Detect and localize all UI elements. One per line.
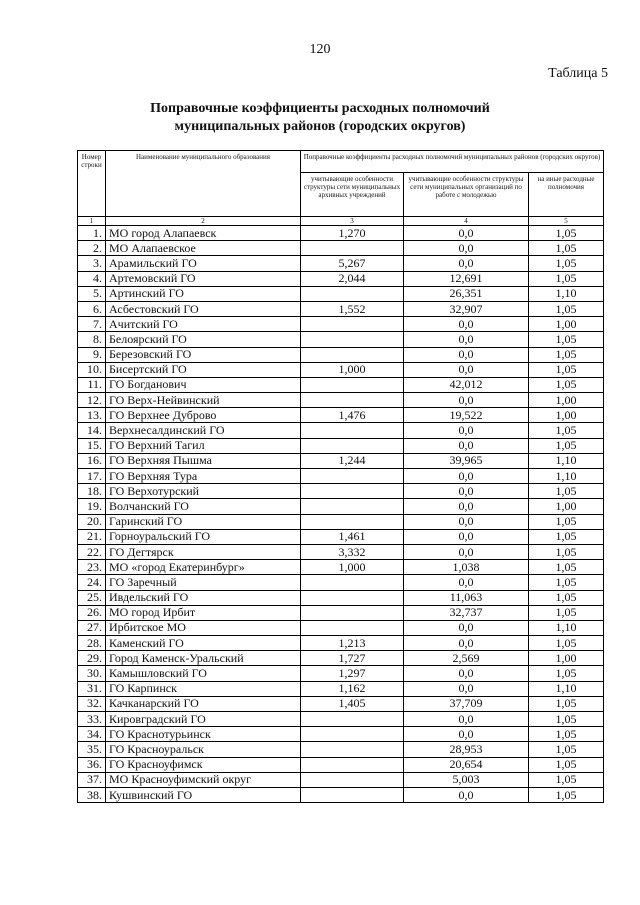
archives-coefficient-cell	[301, 742, 404, 757]
row-number-cell: 7.	[78, 317, 106, 332]
other-coefficient-cell: 1,10	[529, 681, 604, 696]
other-coefficient-cell: 1,05	[529, 605, 604, 620]
table-row	[78, 393, 604, 408]
row-number-cell: 9.	[78, 347, 106, 362]
municipality-name-cell: Волчанский ГО	[106, 499, 301, 514]
municipality-name-cell: Качканарский ГО	[106, 696, 301, 711]
header-archives: учитывающие особенности структуры сети муниципальных архивных учреждений	[301, 173, 404, 217]
other-coefficient-cell: 1,05	[529, 636, 604, 651]
other-coefficient-cell: 1,05	[529, 742, 604, 757]
column-number: 2	[106, 217, 301, 226]
table-row	[78, 544, 604, 559]
youth-coefficient-cell: 0,0	[404, 620, 529, 635]
other-coefficient-cell: 1,10	[529, 286, 604, 301]
table-row	[78, 560, 604, 575]
municipality-name-cell: Арамильский ГО	[106, 256, 301, 271]
archives-coefficient-cell	[301, 377, 404, 392]
row-number-cell: 2.	[78, 241, 106, 256]
youth-coefficient-cell: 0,0	[404, 393, 529, 408]
row-number-cell: 26.	[78, 605, 106, 620]
municipality-name-cell: ГО Верхотурский	[106, 484, 301, 499]
table-row	[78, 241, 604, 256]
youth-coefficient-cell: 0,0	[404, 256, 529, 271]
other-coefficient-cell: 1,05	[529, 696, 604, 711]
other-coefficient-cell: 1,00	[529, 408, 604, 423]
page-number: 120	[309, 42, 331, 57]
table-row	[78, 408, 604, 423]
municipality-name-cell: Бисертский ГО	[106, 362, 301, 377]
column-numbers-row	[78, 217, 604, 226]
other-coefficient-cell: 1,00	[529, 393, 604, 408]
row-number-cell: 13.	[78, 408, 106, 423]
row-number-cell: 10.	[78, 362, 106, 377]
youth-coefficient-cell: 0,0	[404, 347, 529, 362]
archives-coefficient-cell	[301, 787, 404, 802]
title-line-2: муниципальных районов (городских округов)	[174, 119, 466, 134]
youth-coefficient-cell: 0,0	[404, 787, 529, 802]
municipality-name-cell: ГО Краснотурьинск	[106, 727, 301, 742]
archives-coefficient-cell	[301, 484, 404, 499]
table-row	[78, 590, 604, 605]
archives-coefficient-cell: 1,162	[301, 681, 404, 696]
municipality-name-cell: ГО Богданович	[106, 377, 301, 392]
youth-coefficient-cell: 42,012	[404, 377, 529, 392]
row-number-cell: 16.	[78, 453, 106, 468]
row-number-cell: 32.	[78, 696, 106, 711]
youth-coefficient-cell: 39,965	[404, 453, 529, 468]
table-row	[78, 438, 604, 453]
other-coefficient-cell: 1,00	[529, 651, 604, 666]
municipality-name-cell: Ирбитское МО	[106, 620, 301, 635]
row-number-cell: 28.	[78, 636, 106, 651]
other-coefficient-cell: 1,05	[529, 666, 604, 681]
row-number-cell: 27.	[78, 620, 106, 635]
row-number-cell: 36.	[78, 757, 106, 772]
archives-coefficient-cell: 1,244	[301, 453, 404, 468]
table-title	[0, 100, 640, 136]
column-number: 5	[529, 217, 604, 226]
other-coefficient-cell: 1,05	[529, 423, 604, 438]
archives-coefficient-cell	[301, 575, 404, 590]
youth-coefficient-cell: 0,0	[404, 362, 529, 377]
row-number-cell: 11.	[78, 377, 106, 392]
youth-coefficient-cell: 20,654	[404, 757, 529, 772]
other-coefficient-cell: 1,05	[529, 362, 604, 377]
table-row	[78, 484, 604, 499]
archives-coefficient-cell: 1,000	[301, 560, 404, 575]
archives-coefficient-cell	[301, 438, 404, 453]
table-row	[78, 666, 604, 681]
row-number-cell: 15.	[78, 438, 106, 453]
youth-coefficient-cell: 0,0	[404, 681, 529, 696]
row-number-cell: 25.	[78, 590, 106, 605]
municipality-name-cell: МО «город Екатеринбург»	[106, 560, 301, 575]
youth-coefficient-cell: 11,063	[404, 590, 529, 605]
archives-coefficient-cell	[301, 620, 404, 635]
youth-coefficient-cell: 0,0	[404, 636, 529, 651]
other-coefficient-cell: 1,05	[529, 712, 604, 727]
archives-coefficient-cell: 1,552	[301, 301, 404, 316]
table-row	[78, 499, 604, 514]
table-row	[78, 605, 604, 620]
other-coefficient-cell: 1,05	[529, 332, 604, 347]
table-row	[78, 727, 604, 742]
archives-coefficient-cell: 1,000	[301, 362, 404, 377]
archives-coefficient-cell	[301, 423, 404, 438]
youth-coefficient-cell: 0,0	[404, 484, 529, 499]
row-number-cell: 34.	[78, 727, 106, 742]
table-row	[78, 636, 604, 651]
row-number-cell: 17.	[78, 469, 106, 484]
header-name: Наименование муниципального образования	[106, 151, 301, 217]
other-coefficient-cell: 1,05	[529, 377, 604, 392]
table-row	[78, 681, 604, 696]
archives-coefficient-cell	[301, 286, 404, 301]
youth-coefficient-cell: 5,003	[404, 772, 529, 787]
municipality-name-cell: Кировградский ГО	[106, 712, 301, 727]
archives-coefficient-cell: 1,461	[301, 529, 404, 544]
table-row	[78, 712, 604, 727]
table-row	[78, 271, 604, 286]
table-row	[78, 757, 604, 772]
table-row	[78, 226, 604, 241]
municipality-name-cell: ГО Красноуфимск	[106, 757, 301, 772]
column-number: 4	[404, 217, 529, 226]
table-row	[78, 301, 604, 316]
row-number-cell: 5.	[78, 286, 106, 301]
table-row	[78, 362, 604, 377]
municipality-name-cell: Каменский ГО	[106, 636, 301, 651]
table-row	[78, 575, 604, 590]
municipality-name-cell: Артинский ГО	[106, 286, 301, 301]
header-row-number: Номер строки	[78, 151, 106, 217]
table-row	[78, 696, 604, 711]
other-coefficient-cell: 1,00	[529, 317, 604, 332]
municipality-name-cell: ГО Верхнее Дуброво	[106, 408, 301, 423]
youth-coefficient-cell: 0,0	[404, 499, 529, 514]
youth-coefficient-cell: 0,0	[404, 469, 529, 484]
youth-coefficient-cell: 0,0	[404, 241, 529, 256]
archives-coefficient-cell	[301, 772, 404, 787]
other-coefficient-cell: 1,05	[529, 241, 604, 256]
table-row	[78, 377, 604, 392]
column-number: 1	[78, 217, 106, 226]
archives-coefficient-cell: 1,476	[301, 408, 404, 423]
archives-coefficient-cell	[301, 332, 404, 347]
other-coefficient-cell: 1,05	[529, 772, 604, 787]
archives-coefficient-cell	[301, 499, 404, 514]
row-number-cell: 24.	[78, 575, 106, 590]
municipality-name-cell: Гаринский ГО	[106, 514, 301, 529]
other-coefficient-cell: 1,10	[529, 469, 604, 484]
youth-coefficient-cell: 0,0	[404, 514, 529, 529]
row-number-cell: 19.	[78, 499, 106, 514]
archives-coefficient-cell: 1,213	[301, 636, 404, 651]
row-number-cell: 8.	[78, 332, 106, 347]
archives-coefficient-cell	[301, 757, 404, 772]
municipality-name-cell: МО город Алапаевск	[106, 226, 301, 241]
archives-coefficient-cell	[301, 727, 404, 742]
title-line-1: Поправочные коэффициенты расходных полномочий	[150, 101, 490, 116]
table-row	[78, 469, 604, 484]
row-number-cell: 3.	[78, 256, 106, 271]
other-coefficient-cell: 1,05	[529, 787, 604, 802]
row-number-cell: 23.	[78, 560, 106, 575]
table-label: Таблица 5	[548, 66, 608, 81]
archives-coefficient-cell	[301, 241, 404, 256]
youth-coefficient-cell: 0,0	[404, 529, 529, 544]
youth-coefficient-cell: 28,953	[404, 742, 529, 757]
table-row	[78, 347, 604, 362]
row-number-cell: 29.	[78, 651, 106, 666]
row-number-cell: 35.	[78, 742, 106, 757]
other-coefficient-cell: 1,05	[529, 256, 604, 271]
row-number-cell: 14.	[78, 423, 106, 438]
municipality-name-cell: Верхнесалдинский ГО	[106, 423, 301, 438]
row-number-cell: 18.	[78, 484, 106, 499]
other-coefficient-cell: 1,05	[529, 529, 604, 544]
municipality-name-cell: Асбестовский ГО	[106, 301, 301, 316]
table-row	[78, 787, 604, 802]
municipality-name-cell: ГО Красноуральск	[106, 742, 301, 757]
row-number-cell: 4.	[78, 271, 106, 286]
youth-coefficient-cell: 19,522	[404, 408, 529, 423]
archives-coefficient-cell: 3,332	[301, 544, 404, 559]
other-coefficient-cell: 1,05	[529, 757, 604, 772]
other-coefficient-cell: 1,05	[529, 544, 604, 559]
archives-coefficient-cell	[301, 712, 404, 727]
municipality-name-cell: ГО Дегтярск	[106, 544, 301, 559]
row-number-cell: 38.	[78, 787, 106, 802]
archives-coefficient-cell: 1,270	[301, 226, 404, 241]
table-row	[78, 317, 604, 332]
row-number-cell: 37.	[78, 772, 106, 787]
table-row	[78, 742, 604, 757]
other-coefficient-cell: 1,05	[529, 226, 604, 241]
municipality-name-cell: Белоярский ГО	[106, 332, 301, 347]
municipality-name-cell: МО Алапаевское	[106, 241, 301, 256]
municipality-name-cell: ГО Верхняя Пышма	[106, 453, 301, 468]
municipality-name-cell: МО Красноуфимский округ	[106, 772, 301, 787]
youth-coefficient-cell: 0,0	[404, 226, 529, 241]
archives-coefficient-cell	[301, 514, 404, 529]
municipality-name-cell: Ачитский ГО	[106, 317, 301, 332]
table-row	[78, 529, 604, 544]
row-number-cell: 31.	[78, 681, 106, 696]
other-coefficient-cell: 1,10	[529, 453, 604, 468]
header-other: на иные расходные полномочия	[529, 173, 604, 217]
municipality-name-cell: Артемовский ГО	[106, 271, 301, 286]
youth-coefficient-cell: 0,0	[404, 423, 529, 438]
row-number-cell: 22.	[78, 544, 106, 559]
row-number-cell: 6.	[78, 301, 106, 316]
municipality-name-cell: Березовский ГО	[106, 347, 301, 362]
municipality-name-cell: ГО Заречный	[106, 575, 301, 590]
municipality-name-cell: Горноуральский ГО	[106, 529, 301, 544]
archives-coefficient-cell: 2,044	[301, 271, 404, 286]
other-coefficient-cell: 1,05	[529, 575, 604, 590]
table-row	[78, 256, 604, 271]
column-number: 3	[301, 217, 404, 226]
other-coefficient-cell: 1,00	[529, 499, 604, 514]
youth-coefficient-cell: 26,351	[404, 286, 529, 301]
youth-coefficient-cell: 37,709	[404, 696, 529, 711]
table-row	[78, 286, 604, 301]
row-number-cell: 20.	[78, 514, 106, 529]
archives-coefficient-cell	[301, 590, 404, 605]
archives-coefficient-cell: 1,297	[301, 666, 404, 681]
municipality-name-cell: Ивдельский ГО	[106, 590, 301, 605]
youth-coefficient-cell: 1,038	[404, 560, 529, 575]
table-row	[78, 772, 604, 787]
municipality-name-cell: ГО Верхняя Тура	[106, 469, 301, 484]
youth-coefficient-cell: 0,0	[404, 438, 529, 453]
municipality-name-cell: Город Каменск-Уральский	[106, 651, 301, 666]
row-number-cell: 12.	[78, 393, 106, 408]
other-coefficient-cell: 1,05	[529, 514, 604, 529]
table-row	[78, 332, 604, 347]
table-row	[78, 453, 604, 468]
archives-coefficient-cell: 1,727	[301, 651, 404, 666]
municipality-name-cell: МО город Ирбит	[106, 605, 301, 620]
other-coefficient-cell: 1,05	[529, 484, 604, 499]
table-row	[78, 651, 604, 666]
youth-coefficient-cell: 0,0	[404, 544, 529, 559]
archives-coefficient-cell: 5,267	[301, 256, 404, 271]
youth-coefficient-cell: 0,0	[404, 575, 529, 590]
municipality-name-cell: ГО Верх-Нейвинский	[106, 393, 301, 408]
municipality-name-cell: Кушвинский ГО	[106, 787, 301, 802]
archives-coefficient-cell	[301, 347, 404, 362]
other-coefficient-cell: 1,05	[529, 590, 604, 605]
other-coefficient-cell: 1,05	[529, 438, 604, 453]
table-row	[78, 620, 604, 635]
youth-coefficient-cell: 32,737	[404, 605, 529, 620]
coefficients-table	[77, 150, 604, 803]
table-row	[78, 514, 604, 529]
youth-coefficient-cell: 0,0	[404, 666, 529, 681]
row-number-cell: 21.	[78, 529, 106, 544]
municipality-name-cell: ГО Верхний Тагил	[106, 438, 301, 453]
youth-coefficient-cell: 0,0	[404, 727, 529, 742]
youth-coefficient-cell: 2,569	[404, 651, 529, 666]
archives-coefficient-cell	[301, 393, 404, 408]
other-coefficient-cell: 1,05	[529, 560, 604, 575]
other-coefficient-cell: 1,05	[529, 271, 604, 286]
other-coefficient-cell: 1,10	[529, 620, 604, 635]
other-coefficient-cell: 1,05	[529, 347, 604, 362]
archives-coefficient-cell	[301, 605, 404, 620]
municipality-name-cell: ГО Карпинск	[106, 681, 301, 696]
header-youth: учитывающие особенности структуры сети муниципальных организаций по работе с молодежью	[404, 173, 529, 217]
municipality-name-cell: Камышловский ГО	[106, 666, 301, 681]
other-coefficient-cell: 1,05	[529, 301, 604, 316]
youth-coefficient-cell: 0,0	[404, 712, 529, 727]
other-coefficient-cell: 1,05	[529, 727, 604, 742]
archives-coefficient-cell	[301, 469, 404, 484]
row-number-cell: 33.	[78, 712, 106, 727]
archives-coefficient-cell	[301, 317, 404, 332]
archives-coefficient-cell: 1,405	[301, 696, 404, 711]
header-coefficients-group: Поправочные коэффициенты расходных полномочий муниципальных районов (городских округов)	[301, 151, 604, 173]
row-number-cell: 1.	[78, 226, 106, 241]
youth-coefficient-cell: 12,691	[404, 271, 529, 286]
table-row	[78, 423, 604, 438]
youth-coefficient-cell: 0,0	[404, 317, 529, 332]
row-number-cell: 30.	[78, 666, 106, 681]
youth-coefficient-cell: 0,0	[404, 332, 529, 347]
youth-coefficient-cell: 32,907	[404, 301, 529, 316]
